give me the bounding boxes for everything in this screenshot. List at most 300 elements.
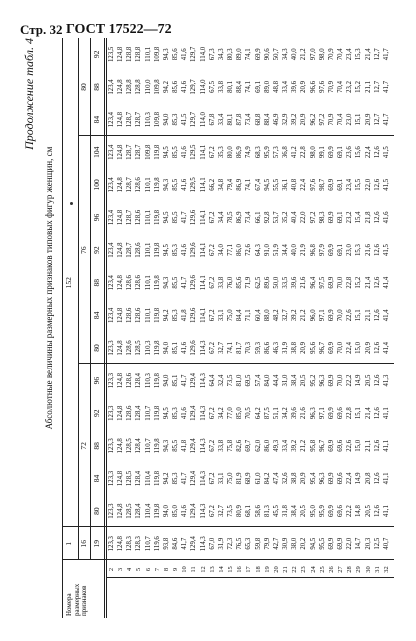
table-cell: 33,5 [282, 276, 290, 289]
table-cell: 128,6 [135, 177, 143, 193]
table-cell: 22,8 [346, 276, 354, 289]
table-cell: 21,6 [364, 244, 372, 257]
table-rule [106, 38, 107, 618]
table-cell: 123,4 [108, 111, 115, 128]
table-cell: 41,6 [181, 48, 189, 61]
table-cell: 81,3 [263, 505, 271, 518]
table-cell: 129,6 [190, 242, 198, 258]
table-cell: 110,3 [144, 373, 152, 389]
table-cell: 129,5 [190, 144, 198, 160]
table-cell: 21,9 [300, 244, 308, 257]
table-cell: 110,7 [144, 438, 152, 454]
table-cell: 80,9 [236, 505, 244, 518]
table-cell: 41,5 [382, 146, 390, 159]
table-cell: 76,5 [236, 537, 244, 550]
table-rule [62, 559, 394, 560]
table-cell: 39,2 [291, 113, 299, 126]
table-cell: 85,3 [172, 309, 180, 322]
table-cell: 129,6 [190, 340, 198, 356]
table-cell: 12,6 [373, 341, 381, 354]
table-cell: 94,3 [162, 48, 170, 61]
row-number: 19 [263, 566, 271, 573]
table-cell: 35,3 [217, 146, 225, 159]
table-cell: 96,3 [309, 407, 317, 420]
table-cell: 39,2 [291, 309, 299, 322]
table-cell: 41,5 [181, 113, 189, 126]
table-cell: 109,8 [153, 111, 161, 128]
table-cell: 41,6 [181, 178, 189, 191]
header-cell: 152 [64, 277, 73, 289]
row-number: 2 [108, 567, 115, 572]
table-cell: 69,6 [337, 505, 345, 518]
table-cell: 12,6 [373, 276, 381, 289]
table-cell: 45,5 [272, 505, 280, 518]
table-cell: 15,3 [355, 244, 363, 257]
table-cell: 128,6 [126, 275, 134, 291]
table-rule [78, 38, 79, 560]
table-cell: 87,8 [236, 113, 244, 126]
table-cell: 124,8 [117, 307, 125, 323]
table-cell: 69,9 [327, 341, 335, 354]
table-cell: 81,7 [236, 341, 244, 354]
table-cell: 34,4 [217, 211, 225, 224]
table-cell: 21,4 [364, 407, 372, 420]
row-number: 32 [382, 566, 390, 573]
table-cell: 41,6 [181, 80, 189, 93]
standard-code: ГОСТ 17522—72 [66, 22, 172, 37]
table-cell: 69,1 [254, 80, 262, 93]
table-cell: 67,8 [208, 113, 216, 126]
table-cell: 123,3 [108, 405, 115, 421]
table-cell: 41,5 [382, 244, 390, 257]
table-cell: 98,3 [318, 211, 326, 224]
table-cell: 41,1 [382, 505, 390, 518]
table-cell: 15,5 [355, 178, 363, 191]
table-cell: 128,7 [126, 242, 134, 258]
table-cell: 15,1 [355, 309, 363, 322]
table-cell: 33,8 [217, 276, 225, 289]
table-cell: 41,4 [382, 276, 390, 289]
table-cell: 38,8 [291, 341, 299, 354]
row-number: 28 [346, 566, 354, 573]
table-cell: 67,2 [208, 244, 216, 257]
table-cell: 20,5 [300, 374, 308, 387]
header-cell: 88 [92, 83, 101, 91]
table-cell: 70,3 [245, 341, 253, 354]
table-cell: 97,9 [318, 244, 326, 257]
header-cell: 104 [92, 146, 101, 158]
table-cell: 22,4 [346, 472, 354, 485]
table-cell: 12,6 [373, 211, 381, 224]
table-cell: 69,9 [327, 211, 335, 224]
table-cell: 110,4 [144, 470, 152, 486]
table-cell: 66,1 [254, 211, 262, 224]
table-cell: 69,9 [327, 374, 335, 387]
header-cell: 80 [92, 344, 101, 352]
table-cell: 128,6 [126, 307, 134, 323]
header-cell: 92 [92, 409, 101, 417]
table-cell: 86,9 [236, 146, 244, 159]
table-cell: 119,8 [153, 405, 161, 421]
row-number: 25 [318, 566, 326, 573]
table-cell: 129,5 [190, 177, 198, 193]
table-cell: 128,6 [135, 307, 143, 323]
table-cell: 15,1 [355, 113, 363, 126]
table-cell: 69,9 [327, 472, 335, 485]
header-cell: 80 [79, 83, 88, 91]
table-cell: 123,4 [108, 307, 115, 323]
table-cell: 41,7 [181, 374, 189, 387]
table-cell: 110,1 [144, 242, 152, 258]
table-cell: 67,2 [208, 505, 216, 518]
table-cell: 110,7 [144, 405, 152, 421]
table-cell: 81,0 [236, 374, 244, 387]
table-cell: 92,8 [263, 211, 271, 224]
table-cell: 80,1 [227, 113, 235, 126]
table-cell: 69,1 [337, 146, 345, 159]
table-cell: 53,7 [272, 211, 280, 224]
table-cell: 129,4 [190, 405, 198, 421]
table-cell: 70,9 [327, 48, 335, 61]
row-number: 23 [300, 566, 308, 573]
table-cell: 74,1 [245, 178, 253, 191]
table-cell: 39,6 [291, 276, 299, 289]
table-cell: 94,5 [162, 407, 170, 420]
table-cell: 98,0 [309, 146, 317, 159]
table-cell: 124,8 [117, 177, 125, 193]
table-cell: 22,0 [300, 211, 308, 224]
table-cell: 48,2 [272, 309, 280, 322]
table-cell: 23,0 [346, 113, 354, 126]
table-cell: 128,7 [126, 209, 134, 226]
header-cell: 88 [92, 278, 101, 287]
table-cell: 114,0 [199, 46, 207, 62]
table-cell: 76,0 [227, 276, 235, 289]
table-cell: 74,1 [227, 341, 235, 354]
table-cell: 61,0 [254, 472, 262, 485]
table-cell: 41,6 [181, 505, 189, 518]
table-cell: 86,0 [236, 244, 244, 257]
table-cell: 41,8 [181, 309, 189, 322]
table-title: Абсолютные величины размерных признаков типовых фигур женщин, см [44, 146, 54, 430]
table-cell: 33,8 [217, 439, 225, 452]
table-cell: 21,1 [364, 80, 372, 93]
table-cell: 80,0 [227, 146, 235, 159]
page-number: Стр. 32 [20, 22, 63, 37]
header-cell: 76 [79, 246, 88, 254]
table-cell: 67,2 [208, 341, 216, 354]
row-number: 7 [153, 567, 161, 572]
table-cell: 69,6 [337, 407, 345, 420]
table-cell: 119,8 [153, 340, 161, 356]
table-cell: 23,4 [346, 178, 354, 191]
table-cell: 15,3 [355, 48, 363, 61]
table-cell: 41,6 [382, 211, 390, 224]
table-cell: 34,3 [282, 48, 290, 61]
table-cell: 128,4 [135, 405, 143, 421]
table-cell: 79,4 [227, 178, 235, 191]
table-cell: 41,1 [382, 472, 390, 485]
table-cell: 124,8 [117, 438, 125, 454]
table-cell: 114,3 [199, 373, 207, 389]
table-cell: 119,8 [153, 307, 161, 323]
row-number: 31 [373, 566, 381, 573]
table-cell: 124,8 [117, 79, 125, 95]
table-cell: 124,8 [117, 372, 125, 389]
table-cell: 123,4 [108, 275, 115, 291]
table-cell: 68,3 [254, 146, 262, 159]
table-cell: 40,0 [291, 48, 299, 61]
table-cell: 97,6 [318, 80, 326, 93]
table-cell: 69,9 [327, 276, 335, 289]
table-cell: 41,7 [181, 472, 189, 485]
table-cell: 124,8 [117, 503, 125, 519]
table-cell: 69,9 [327, 407, 335, 420]
table-cell: 15,1 [355, 407, 363, 420]
table-cell: 94,5 [309, 537, 317, 550]
table-cell: 97,2 [309, 211, 317, 224]
table-cell: 23,2 [346, 80, 354, 93]
table-cell: 69,9 [327, 537, 335, 550]
table-cell: 114,1 [199, 144, 207, 160]
table-rule [104, 38, 105, 618]
table-cell: 34,3 [217, 48, 225, 61]
table-cell: 85,3 [172, 472, 180, 485]
table-cell: 38,8 [291, 472, 299, 485]
table-cell: 31,9 [217, 537, 225, 550]
table-cell: 128,8 [135, 46, 143, 62]
table-cell: 22,2 [346, 505, 354, 518]
table-cell: 128,6 [126, 340, 134, 356]
table-cell: 12,5 [373, 537, 381, 550]
table-cell: 85,0 [172, 505, 180, 518]
table-cell: 114,1 [199, 209, 207, 225]
first-column-header: Номера размерных признаков [65, 583, 89, 616]
table-cell: 40,7 [382, 537, 390, 550]
table-cell: 21,1 [364, 439, 372, 452]
header-cell: 92 [92, 50, 101, 59]
header-cell: 84 [92, 311, 101, 320]
table-cell: 73,5 [227, 505, 235, 518]
row-number: 20 [272, 566, 280, 573]
table-cell: 67,2 [208, 146, 216, 159]
table-cell: 96,7 [318, 439, 326, 452]
table-cell: 12,6 [373, 146, 381, 159]
table-rule [62, 38, 63, 618]
table-cell: 81,9 [236, 472, 244, 485]
table-cell: 57,4 [254, 374, 262, 387]
table-cell: 123,3 [108, 372, 115, 389]
table-cell: 123,4 [108, 209, 115, 226]
rotated-table-page [22, 38, 396, 618]
table-cell: 95,8 [309, 439, 317, 452]
table-cell: 119,8 [153, 242, 161, 258]
table-cell: 22,4 [346, 341, 354, 354]
table-cell: 110,3 [144, 112, 152, 128]
table-cell: 85,5 [172, 211, 180, 224]
table-cell: 34,0 [217, 244, 225, 257]
row-number: 26 [327, 566, 335, 573]
table-cell: 72,6 [245, 244, 253, 257]
table-cell: 22,0 [346, 537, 354, 550]
table-cell: 67,2 [208, 439, 216, 452]
table-cell: 97,1 [318, 407, 326, 420]
row-number: 22 [291, 566, 299, 573]
table-cell: 91,0 [263, 244, 271, 257]
table-cell: 128,4 [135, 470, 143, 487]
table-cell: 128,6 [135, 275, 143, 291]
table-cell: 33,8 [217, 80, 225, 93]
table-cell: 85,6 [172, 80, 180, 93]
row-number: 12 [199, 566, 207, 573]
table-cell: 21,8 [364, 211, 372, 224]
table-cell: 124,8 [117, 340, 125, 356]
table-cell: 79,9 [263, 537, 271, 550]
table-cell: 40,8 [291, 178, 299, 191]
table-cell: 39,6 [291, 80, 299, 93]
table-cell: 41,2 [291, 146, 299, 159]
table-cell: 84,0 [263, 374, 271, 387]
table-cell: 44,4 [272, 374, 280, 387]
table-cell: 12,6 [373, 472, 381, 485]
table-cell: 95,9 [263, 146, 271, 159]
table-cell: 129,7 [190, 111, 198, 128]
table-cell: 73,4 [245, 211, 253, 224]
table-cell: 128,4 [135, 438, 143, 454]
table-cell: 67,2 [208, 407, 216, 420]
table-cell: 128,7 [126, 111, 134, 128]
header-cell: 72 [79, 442, 88, 450]
table-cell: 94,5 [263, 178, 271, 191]
table-cell: 85,1 [172, 374, 180, 387]
table-cell: 85,1 [172, 341, 180, 354]
header-cell: 100 [92, 179, 101, 191]
table-cell: 22,2 [346, 374, 354, 387]
table-cell: 21,6 [300, 407, 308, 420]
table-cell: 70,0 [337, 374, 345, 387]
table-cell: 123,4 [108, 242, 115, 258]
table-cell: 85,5 [172, 439, 180, 452]
table-cell: 57,3 [272, 146, 280, 159]
table-cell: 67,4 [254, 178, 262, 191]
table-cell: 114,3 [199, 503, 207, 519]
table-cell: 20,9 [300, 472, 308, 485]
table-cell: 95,6 [309, 341, 317, 354]
table-cell: 41,3 [382, 374, 390, 387]
table-cell: 89,0 [263, 80, 271, 93]
table-cell: 34,2 [282, 407, 290, 420]
row-number: 15 [227, 566, 235, 573]
table-cell: 98,7 [318, 178, 326, 191]
table-cell: 41,6 [181, 407, 189, 420]
table-cell: 50,0 [272, 276, 280, 289]
table-cell: 73,5 [227, 374, 235, 387]
table-cell: 70,4 [337, 80, 345, 93]
table-cell: 129,4 [190, 503, 198, 519]
table-rule [78, 135, 394, 136]
table-cell: 96,3 [318, 472, 326, 485]
table-cell: 94,2 [162, 80, 170, 93]
table-cell: 114,3 [199, 438, 207, 454]
table-cell: 71,1 [245, 309, 253, 322]
table-cell: 90,6 [263, 48, 271, 61]
table-cell: 20,9 [364, 341, 372, 354]
table-cell: 12,6 [373, 505, 381, 518]
table-cell: 67,5 [208, 80, 216, 93]
table-cell: 129,6 [190, 209, 198, 226]
table-cell: 12,6 [373, 244, 381, 257]
row-number: 14 [217, 566, 225, 573]
table-cell: 114,3 [199, 405, 207, 421]
table-cell: 123,3 [108, 503, 115, 519]
continuation-label: Продолжение табл. 4 [22, 38, 36, 150]
table-cell: 123,3 [108, 536, 115, 552]
table-cell: 20,2 [300, 537, 308, 550]
row-number: 4 [126, 567, 134, 572]
table-cell: 68,1 [245, 505, 253, 518]
table-cell: 67,2 [208, 211, 216, 224]
table-cell: 80,1 [227, 80, 235, 93]
table-cell: 20,5 [364, 374, 372, 387]
table-cell: 69,9 [327, 439, 335, 452]
table-cell: 128,5 [126, 438, 134, 454]
table-cell: 59,8 [254, 537, 262, 550]
table-cell: 114,3 [199, 340, 207, 356]
table-cell: 21,2 [300, 48, 308, 61]
table-cell: 21,1 [364, 309, 372, 322]
table-cell: 88,0 [263, 309, 271, 322]
table-cell: 119,8 [153, 177, 161, 193]
table-cell: 124,8 [117, 275, 125, 291]
table-cell: 129,6 [190, 307, 198, 323]
table-cell: 22,6 [346, 439, 354, 452]
table-cell: 84,6 [172, 537, 180, 550]
table-cell: 110,0 [144, 79, 152, 95]
table-cell: 93,8 [162, 537, 170, 550]
table-cell: 74,1 [245, 48, 253, 61]
table-cell: 95,9 [318, 505, 326, 518]
table-cell: 71,9 [245, 276, 253, 289]
table-cell: 129,7 [190, 46, 198, 62]
table-cell: 95,2 [309, 374, 317, 387]
table-cell: 46,9 [272, 113, 280, 126]
row-number: 30 [364, 566, 372, 573]
table-cell: 123,4 [108, 177, 115, 193]
table-cell: 97,5 [318, 276, 326, 289]
table-cell: 124,8 [117, 144, 125, 160]
table-cell: 85,0 [236, 407, 244, 420]
table-cell: 96,6 [309, 80, 317, 93]
table-cell: 95,0 [309, 505, 317, 518]
header-cell: 84 [92, 474, 101, 483]
table-rule [78, 364, 394, 365]
table-cell: 128,8 [126, 79, 134, 95]
table-cell: 96,0 [309, 309, 317, 322]
table-cell: 15,0 [355, 341, 363, 354]
table-cell: 88,4 [236, 80, 244, 93]
table-cell: 87,5 [263, 407, 271, 420]
table-cell: 114,3 [199, 470, 207, 486]
table-cell: 39,6 [291, 407, 299, 420]
table-cell: 85,6 [172, 48, 180, 61]
table-cell: 96,3 [318, 374, 326, 387]
table-cell: 14,7 [355, 537, 363, 550]
table-cell: 75,0 [227, 472, 235, 485]
table-cell: 62,0 [254, 439, 262, 452]
table-cell: 69,1 [337, 211, 345, 224]
table-cell: 67,3 [208, 48, 216, 61]
row-number: 18 [254, 566, 262, 573]
